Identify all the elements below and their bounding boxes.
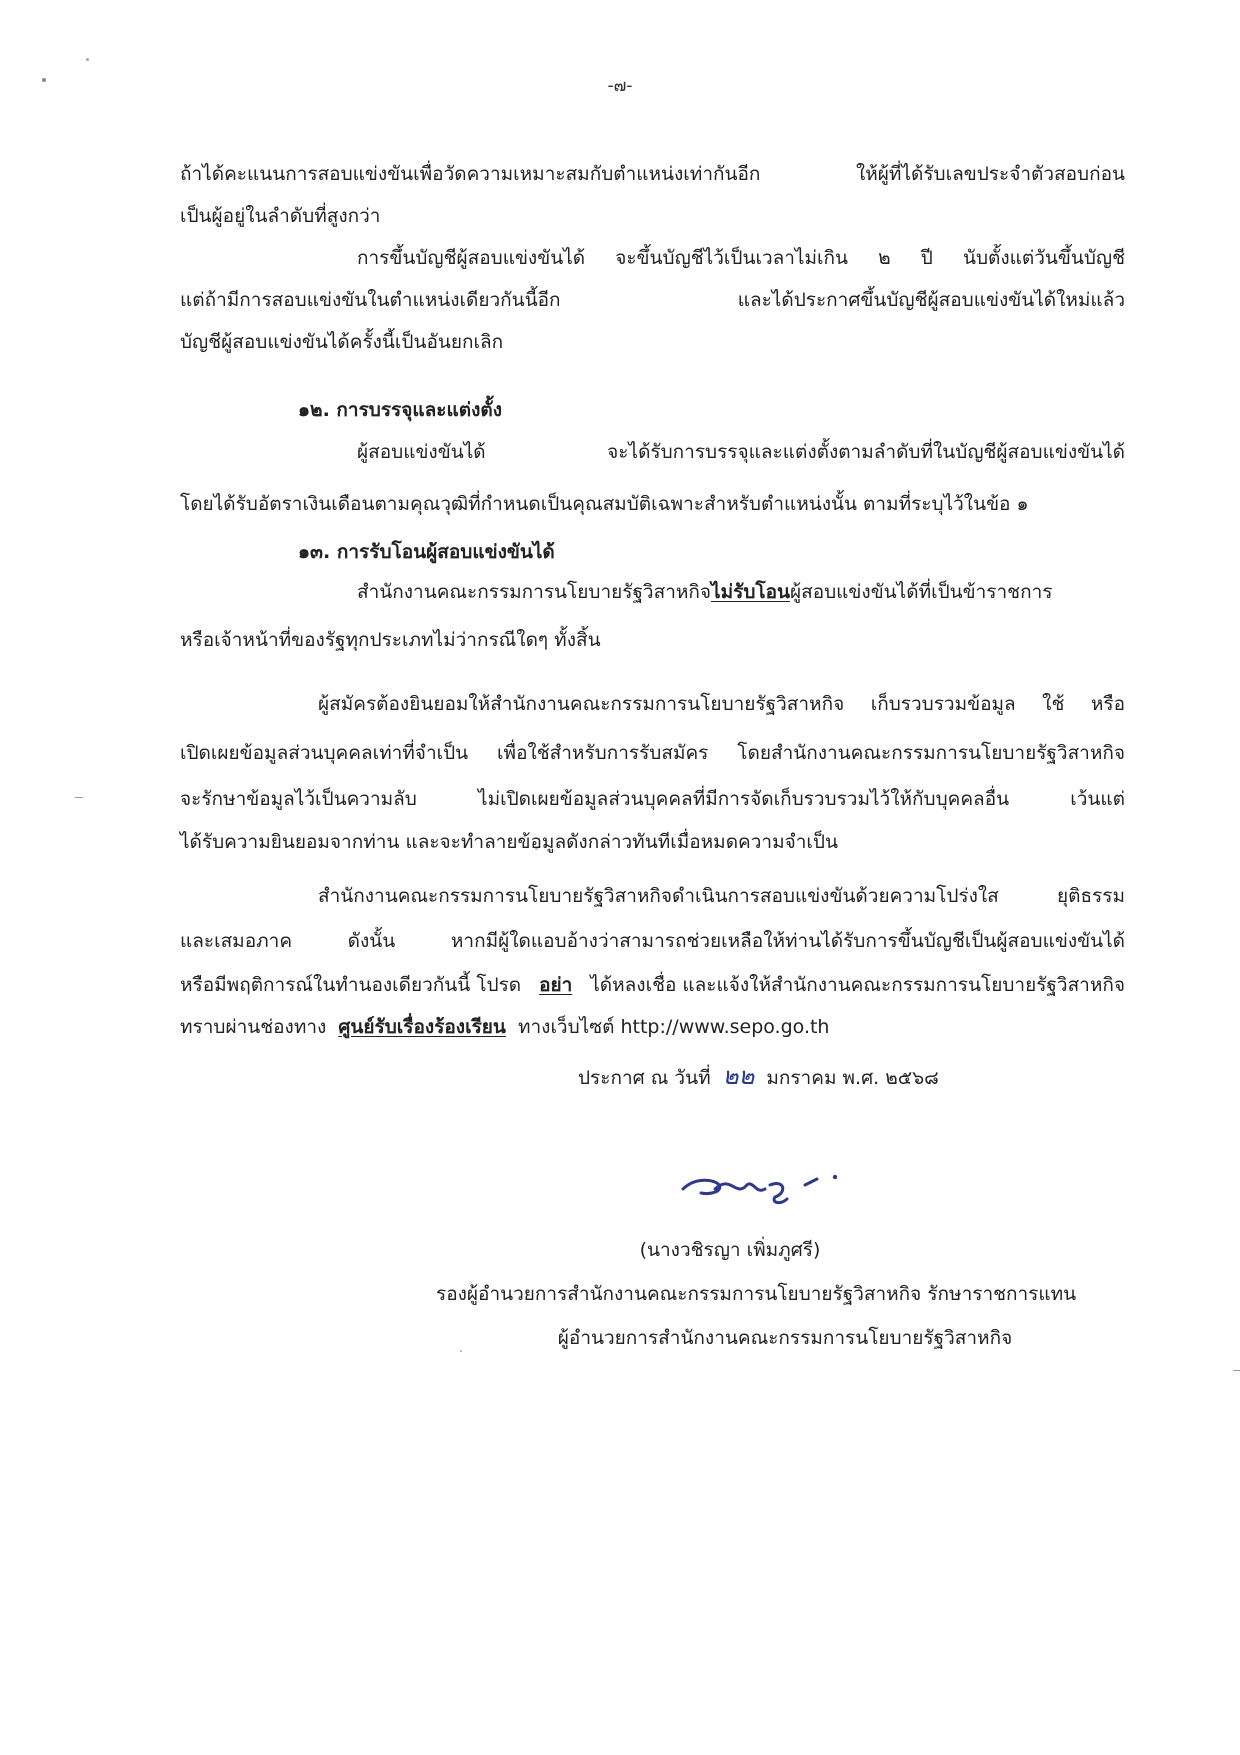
paragraph-line: จะรักษาข้อมูลไว้เป็นความลับ ไม่เปิดเผยข้อมูลส่วนบุคคลที่มีการจัดเก็บรวบรวมไว้ให้กับบุคคลอื่น เว้นแต่: [180, 788, 1125, 810]
paragraph-line: ได้รับความยินยอมจากท่าน และจะทำลายข้อมูลดังกล่าวทันทีเมื่อหมดความจำเป็น: [180, 831, 838, 853]
section-heading: ๑๒. การบรรจุและแต่งตั้ง: [298, 399, 502, 421]
paragraph-line: เปิดเผยข้อมูลส่วนบุคคลเท่าที่จำเป็น เพื่อใช้สำหรับการรับสมัคร โดยสำนักงานคณะกรรมการนโยบายรัฐวิสาหกิจ: [180, 742, 1125, 764]
emphasis-text: ไม่รับโอน: [711, 581, 790, 603]
paragraph-line: [180, 971, 1125, 999]
page-number: -๗-: [607, 76, 633, 96]
paragraph-line: หรือเจ้าหน้าที่ของรัฐทุกประเภทไม่ว่ากรณีใดๆ ทั้งสิ้น: [180, 629, 601, 651]
scan-speck: [75, 797, 83, 798]
paragraph-line: บัญชีผู้สอบแข่งขันได้ครั้งนี้เป็นอันยกเลิก: [180, 331, 504, 353]
paragraph-line: เป็นผู้อยู่ในลำดับที่สูงกว่า: [180, 205, 381, 227]
announcement-suffix: มกราคม พ.ศ. ๒๕๖๘: [766, 1067, 939, 1089]
text-run: หรือมีพฤติการณ์ในทำนองเดียวกันนี้ โปรด: [180, 974, 522, 996]
text-run: ทราบผ่านช่องทาง: [180, 1016, 327, 1038]
paragraph-line: [180, 1013, 829, 1041]
paragraph-line: ผู้สมัครต้องยินยอมให้สำนักงานคณะกรรมการนโยบายรัฐวิสาหกิจ เก็บรวบรวมข้อมูล ใช้ หรือ: [318, 693, 1125, 715]
paragraph-line: และเสมอภาค ดังนั้น หากมีผู้ใดแอบอ้างว่าสามารถช่วยเหลือให้ท่านได้รับการขึ้นบัญชีเป็นผู้สอบแข่งขันได้: [180, 930, 1125, 952]
signature-mark: [675, 1155, 875, 1215]
announcement-prefix: ประกาศ ณ วันที่: [578, 1067, 711, 1089]
signatory-title: รองผู้อำนวยการสำนักงานคณะกรรมการนโยบายรัฐวิสาหกิจ รักษาราชการแทน: [436, 1283, 1077, 1305]
handwritten-day: ๒๒: [722, 1062, 755, 1090]
signatory-name: (นางวชิรญา เพิ่มภูศรี): [639, 1239, 821, 1261]
paragraph-line: สำนักงานคณะกรรมการนโยบายรัฐวิสาหกิจดำเนินการสอบแข่งขันด้วยความโปร่งใส ยุติธรรม: [318, 885, 1125, 907]
paragraph-line: แต่ถ้ามีการสอบแข่งขันในตำแหน่งเดียวกันนี้อีก และได้ประกาศขึ้นบัญชีผู้สอบแข่งขันได้ใหม่แล้ว: [180, 289, 1125, 311]
text-run: ทางเว็บไซต์ http://www.sepo.go.th: [517, 1016, 830, 1038]
text-run: ผู้สอบแข่งขันได้ที่เป็นข้าราชการ: [789, 581, 1053, 603]
text-run: สำนักงานคณะกรรมการนโยบายรัฐวิสาหกิจ: [357, 581, 712, 603]
paragraph-line: โดยได้รับอัตราเงินเดือนตามคุณวุฒิที่กำหนดเป็นคุณสมบัติเฉพาะสำหรับตำแหน่งนั้น ตามที่ระบุไว้ในข้อ ๑: [180, 493, 1029, 515]
paragraph-line: ถ้าได้คะแนนการสอบแข่งขันเพื่อวัดความเหมาะสมกับตำแหน่งเท่ากันอีก ให้ผู้ที่ได้รับเลขประจำตัวสอบก่อน: [180, 163, 1125, 185]
paragraph-line: ผู้สอบแข่งขันได้ จะได้รับการบรรจุและแต่งตั้งตามลำดับที่ในบัญชีผู้สอบแข่งขันได้: [357, 441, 1125, 463]
paragraph-line: การขึ้นบัญชีผู้สอบแข่งขันได้ จะขึ้นบัญชีไว้เป็นเวลาไม่เกิน ๒ ปี นับตั้งแต่วันขึ้นบัญชี: [357, 247, 1125, 269]
complaint-center-text: ศูนย์รับเรื่องร้องเรียน: [338, 1016, 506, 1038]
scan-speck: [86, 58, 89, 61]
signatory-title: ผู้อำนวยการสำนักงานคณะกรรมการนโยบายรัฐวิสาหกิจ: [557, 1327, 1013, 1349]
announcement-date: [578, 1062, 939, 1092]
emphasis-text: อย่า: [539, 974, 573, 996]
text-run: ได้หลงเชื่อ และแจ้งให้สำนักงานคณะกรรมการนโยบายรัฐวิสาหกิจ: [590, 974, 1125, 996]
scan-speck: [1233, 1370, 1240, 1371]
paragraph-line: [357, 578, 1125, 606]
section-heading: ๑๓. การรับโอนผู้สอบแข่งขันได้: [298, 541, 555, 563]
